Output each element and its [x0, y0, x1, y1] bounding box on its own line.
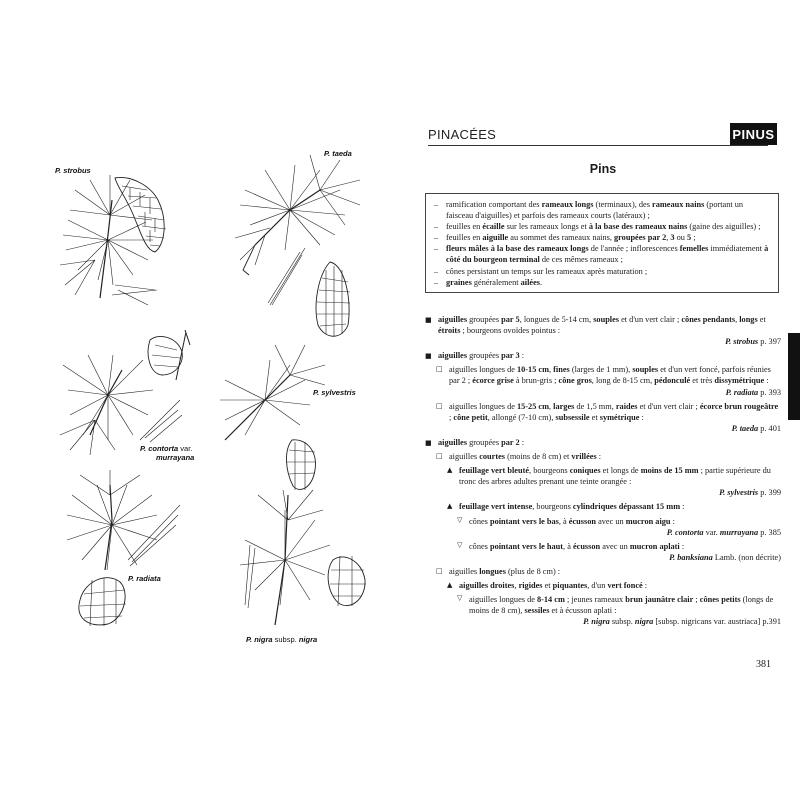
species-reference: P. nigra subsp. nigra [subsp. nigricans var. austriaca] p.391 [583, 617, 781, 627]
key-entry: ▽ cônes pointant vers le haut, à écusson avec un mucron aplati : P. banksiana Lamb. (non décrite) [457, 540, 781, 562]
key-marker-icon: □ [436, 401, 443, 410]
key-marker-icon: □ [436, 566, 443, 575]
caption-taeda: P. taeda [324, 149, 352, 158]
key-entry: □ aiguilles courtes (moins de 8 cm) et vrillées : [436, 452, 602, 462]
key-marker-icon: ▲ [447, 580, 453, 589]
key-marker-icon: ▲ [447, 466, 453, 475]
taeda-cone-drawing [316, 262, 350, 336]
caption-nigra [246, 636, 317, 645]
key-entry: ▽ aiguilles longues de 8-14 cm ; jeunes rameaux brun jaunâtre clair ; cônes petits (longs de moins de 8 cm), sessiles et à écusson aplati : P. nigra subsp. nigra [subsp. nigricans var. austriaca] p.391 [457, 594, 781, 627]
caption-sylvestris: P. sylvestris [313, 388, 356, 397]
caption-contorta-var: var. [180, 444, 193, 453]
species-reference: P. sylvestris p. 399 [719, 488, 781, 498]
key-marker-icon: ▲ [447, 502, 453, 511]
key-entry: ■ aiguilles groupées par 3 : [425, 350, 781, 361]
contorta-twig-drawing [140, 400, 182, 442]
radiata-cone-drawing [79, 578, 126, 626]
key-marker-icon: ■ [425, 316, 432, 324]
strobus-cone-drawing [115, 177, 166, 252]
caption-nigra-subspecies: nigra [298, 635, 318, 644]
radiata-branch-drawing [67, 470, 157, 570]
text-page [400, 0, 800, 800]
key-entry: □ aiguilles longues de 10-15 cm, fines (larges de 1 mm), souples et d'un vert foncé, parfois réunies par 2 ; écorce grise à brun-gris ; cône gros, long de 8-15 cm, pédonculé et très dissymétrique : P. radiata p. 393 [436, 365, 781, 397]
contorta-branch-drawing [60, 355, 153, 455]
thumb-index-tab [788, 333, 800, 420]
radiata-needles-drawing [128, 505, 180, 566]
key-entry: ■ aiguilles groupées par 5, longues de 5-14 cm, souples et d'un vert clair ; cônes pendants, longs et étroits ; bourgeons ovoïdes pointus : P. strobus p. 397 [425, 315, 781, 347]
taeda-branch-drawing [235, 155, 360, 275]
family-heading: PINACÉES [428, 127, 497, 142]
species-reference: P. banksiana Lamb. (non décrite) [669, 552, 781, 562]
key-marker-icon: ▽ [457, 540, 463, 549]
nigra-cone-drawing [328, 556, 366, 606]
key-entry: ■ aiguilles groupées par 2 : [425, 437, 781, 448]
nigra-needles-drawing [245, 545, 255, 608]
sylvestris-branch-drawing [220, 345, 325, 440]
caption-nigra-species: P. nigra [246, 635, 273, 644]
taeda-needles-drawing [268, 248, 305, 305]
contorta-cones-drawing [148, 330, 190, 380]
key-marker-icon: ▽ [457, 594, 463, 603]
species-reference: P. taeda p. 401 [731, 423, 781, 433]
genus-badge: PINUS [730, 123, 777, 145]
header-rule [428, 145, 768, 146]
key-marker-icon: ■ [425, 438, 432, 447]
caption-contorta-variety: murrayana [156, 452, 195, 462]
key-marker-icon: ■ [425, 352, 432, 361]
characteristic-item: – fleurs mâles à la base des rameaux longs de l'année ; inflorescences femelles immédiatement à côté du bourgeon terminal de ces mêmes rameaux ; [434, 243, 772, 265]
identification-key [425, 314, 781, 630]
sylvestris-cone-drawing [286, 440, 316, 490]
species-reference: P. contorta var. murrayana p. 385 [666, 527, 781, 537]
caption-nigra-subsp: subsp. [274, 635, 297, 644]
key-entry: ▲ aiguilles droites, rigides et piquantes, d'un vert foncé : [447, 580, 648, 590]
key-entry: □ aiguilles longues de 15-25 cm, larges de 1,5 mm, raides et d'un vert clair ; écorce brun rougeâtre ; cône petit, allongé (7-10 cm), subsessile et symétrique : P. taeda p. 401 [436, 401, 781, 433]
section-title: Pins [589, 162, 617, 176]
key-entry: ▲ feuillage vert bleuté, bourgeons coniques et longs de moins de 15 mm ; partie supérieure du tronc des arbres adultes prenant une teinte orangée : P. sylvestris p. 399 [447, 466, 781, 498]
key-entry: ▽ cônes pointant vers le bas, à écusson avec un mucron aigu : P. contorta var. murrayana p. 385 [457, 515, 781, 537]
species-reference: P. radiata p. 393 [725, 387, 781, 397]
characteristic-item: – cônes persistant un temps sur les rameaux après maturation ; [434, 266, 772, 277]
strobus-branch-drawing [60, 175, 157, 305]
characteristic-item: – ramification comportant des rameaux longs (terminaux), des rameaux nains (portant un faisceau d'aiguilles) et parfois des rameaux courts (latéraux) ; [434, 199, 772, 221]
key-entry: ▲ feuillage vert intense, bourgeons cylindriques dépassant 15 mm : [447, 502, 685, 512]
characteristic-item: – feuilles en aiguille au sommet des rameaux nains, groupées par 2, 3 ou 5 ; [434, 232, 772, 243]
page-number: 381 [756, 659, 771, 670]
key-marker-icon: □ [436, 365, 443, 374]
key-marker-icon: ▽ [457, 515, 463, 524]
caption-contorta-species: P. contorta [140, 444, 179, 453]
characteristics-box [425, 193, 779, 293]
characteristic-item: – feuilles en écaille sur les rameaux longs et à la base des rameaux nains (gaine des aiguilles) ; [434, 221, 772, 232]
species-reference: P. strobus p. 397 [725, 337, 781, 347]
characteristic-item: – graines généralement ailées. [434, 277, 772, 288]
caption-strobus: P. strobus [55, 166, 91, 175]
caption-radiata: P. radiata [128, 574, 161, 583]
nigra-branch-drawing [240, 490, 330, 625]
key-entry: □ aiguilles longues (plus de 8 cm) : [436, 566, 561, 576]
key-marker-icon: □ [436, 452, 443, 461]
caption-contorta [140, 445, 194, 462]
